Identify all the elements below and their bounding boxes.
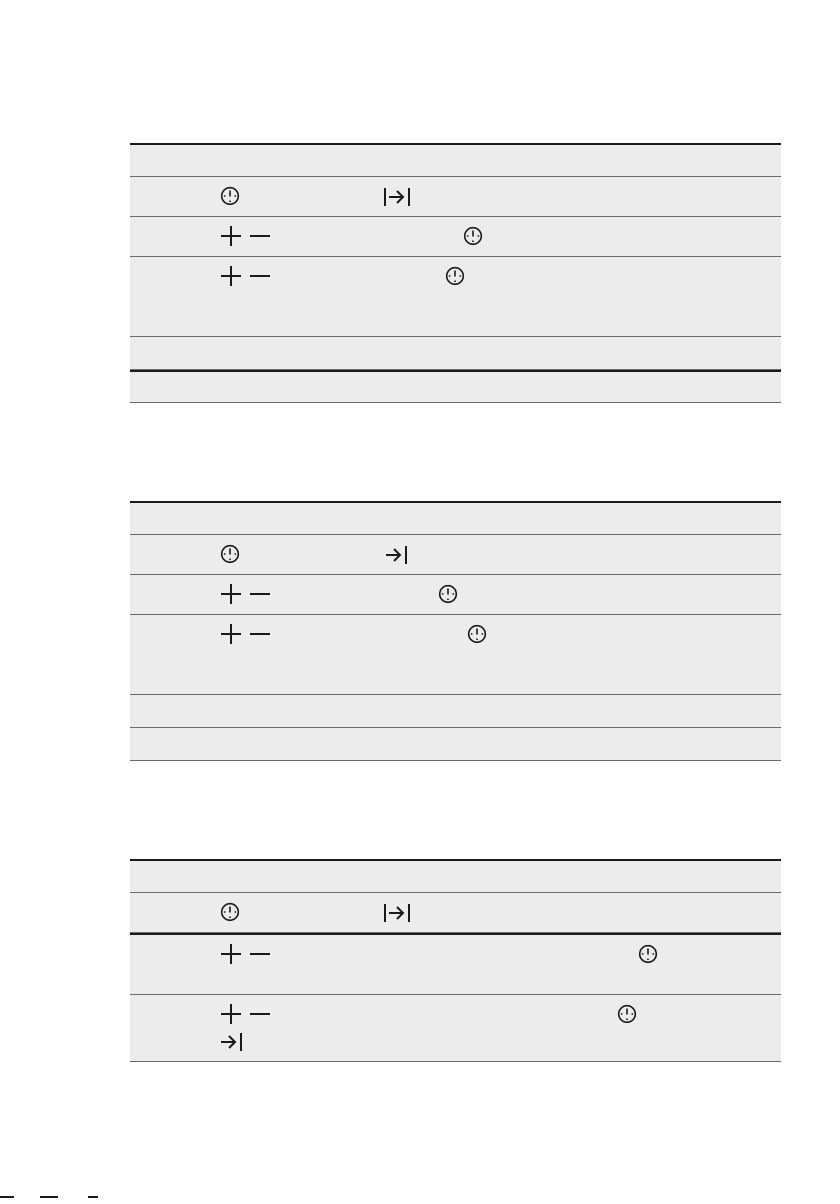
plus-icon xyxy=(220,943,242,965)
clock-icon xyxy=(617,1004,637,1024)
table-row xyxy=(130,933,781,995)
plus-icon xyxy=(220,225,242,247)
timer-table-3 xyxy=(130,859,781,1062)
end-arrow-icon xyxy=(385,544,409,566)
minus-icon xyxy=(250,265,270,287)
timer-table-1 xyxy=(130,143,781,403)
table-row xyxy=(130,615,781,695)
minus-icon xyxy=(250,225,270,247)
table-row xyxy=(130,695,781,728)
table-row-header xyxy=(130,859,781,893)
minus-icon xyxy=(250,623,270,645)
table-row xyxy=(130,257,781,337)
clock-icon xyxy=(638,944,658,964)
table-row-header xyxy=(130,501,781,535)
table-row xyxy=(130,337,781,370)
plus-icon xyxy=(220,583,242,605)
page-footer-fragment xyxy=(0,1186,100,1192)
clock-icon xyxy=(220,544,240,564)
table-row xyxy=(130,177,781,217)
clock-icon xyxy=(438,584,458,604)
clock-icon xyxy=(463,226,483,246)
plus-icon xyxy=(220,1003,242,1025)
table-row xyxy=(130,217,781,257)
table-row xyxy=(130,995,781,1062)
table-row xyxy=(130,535,781,575)
table-row xyxy=(130,728,781,761)
duration-arrow-icon xyxy=(383,186,411,208)
table-row xyxy=(130,370,781,403)
clock-icon xyxy=(467,624,487,644)
clock-icon xyxy=(220,186,240,206)
clock-icon xyxy=(445,266,465,286)
duration-arrow-icon xyxy=(383,902,411,924)
plus-icon xyxy=(220,623,242,645)
plus-icon xyxy=(220,265,242,287)
table-row xyxy=(130,893,781,933)
minus-icon xyxy=(250,943,270,965)
minus-icon xyxy=(250,583,270,605)
end-arrow-icon xyxy=(220,1031,244,1053)
table-row-header xyxy=(130,143,781,177)
timer-table-2 xyxy=(130,501,781,761)
minus-icon xyxy=(250,1003,270,1025)
clock-icon xyxy=(220,902,240,922)
table-row xyxy=(130,575,781,615)
